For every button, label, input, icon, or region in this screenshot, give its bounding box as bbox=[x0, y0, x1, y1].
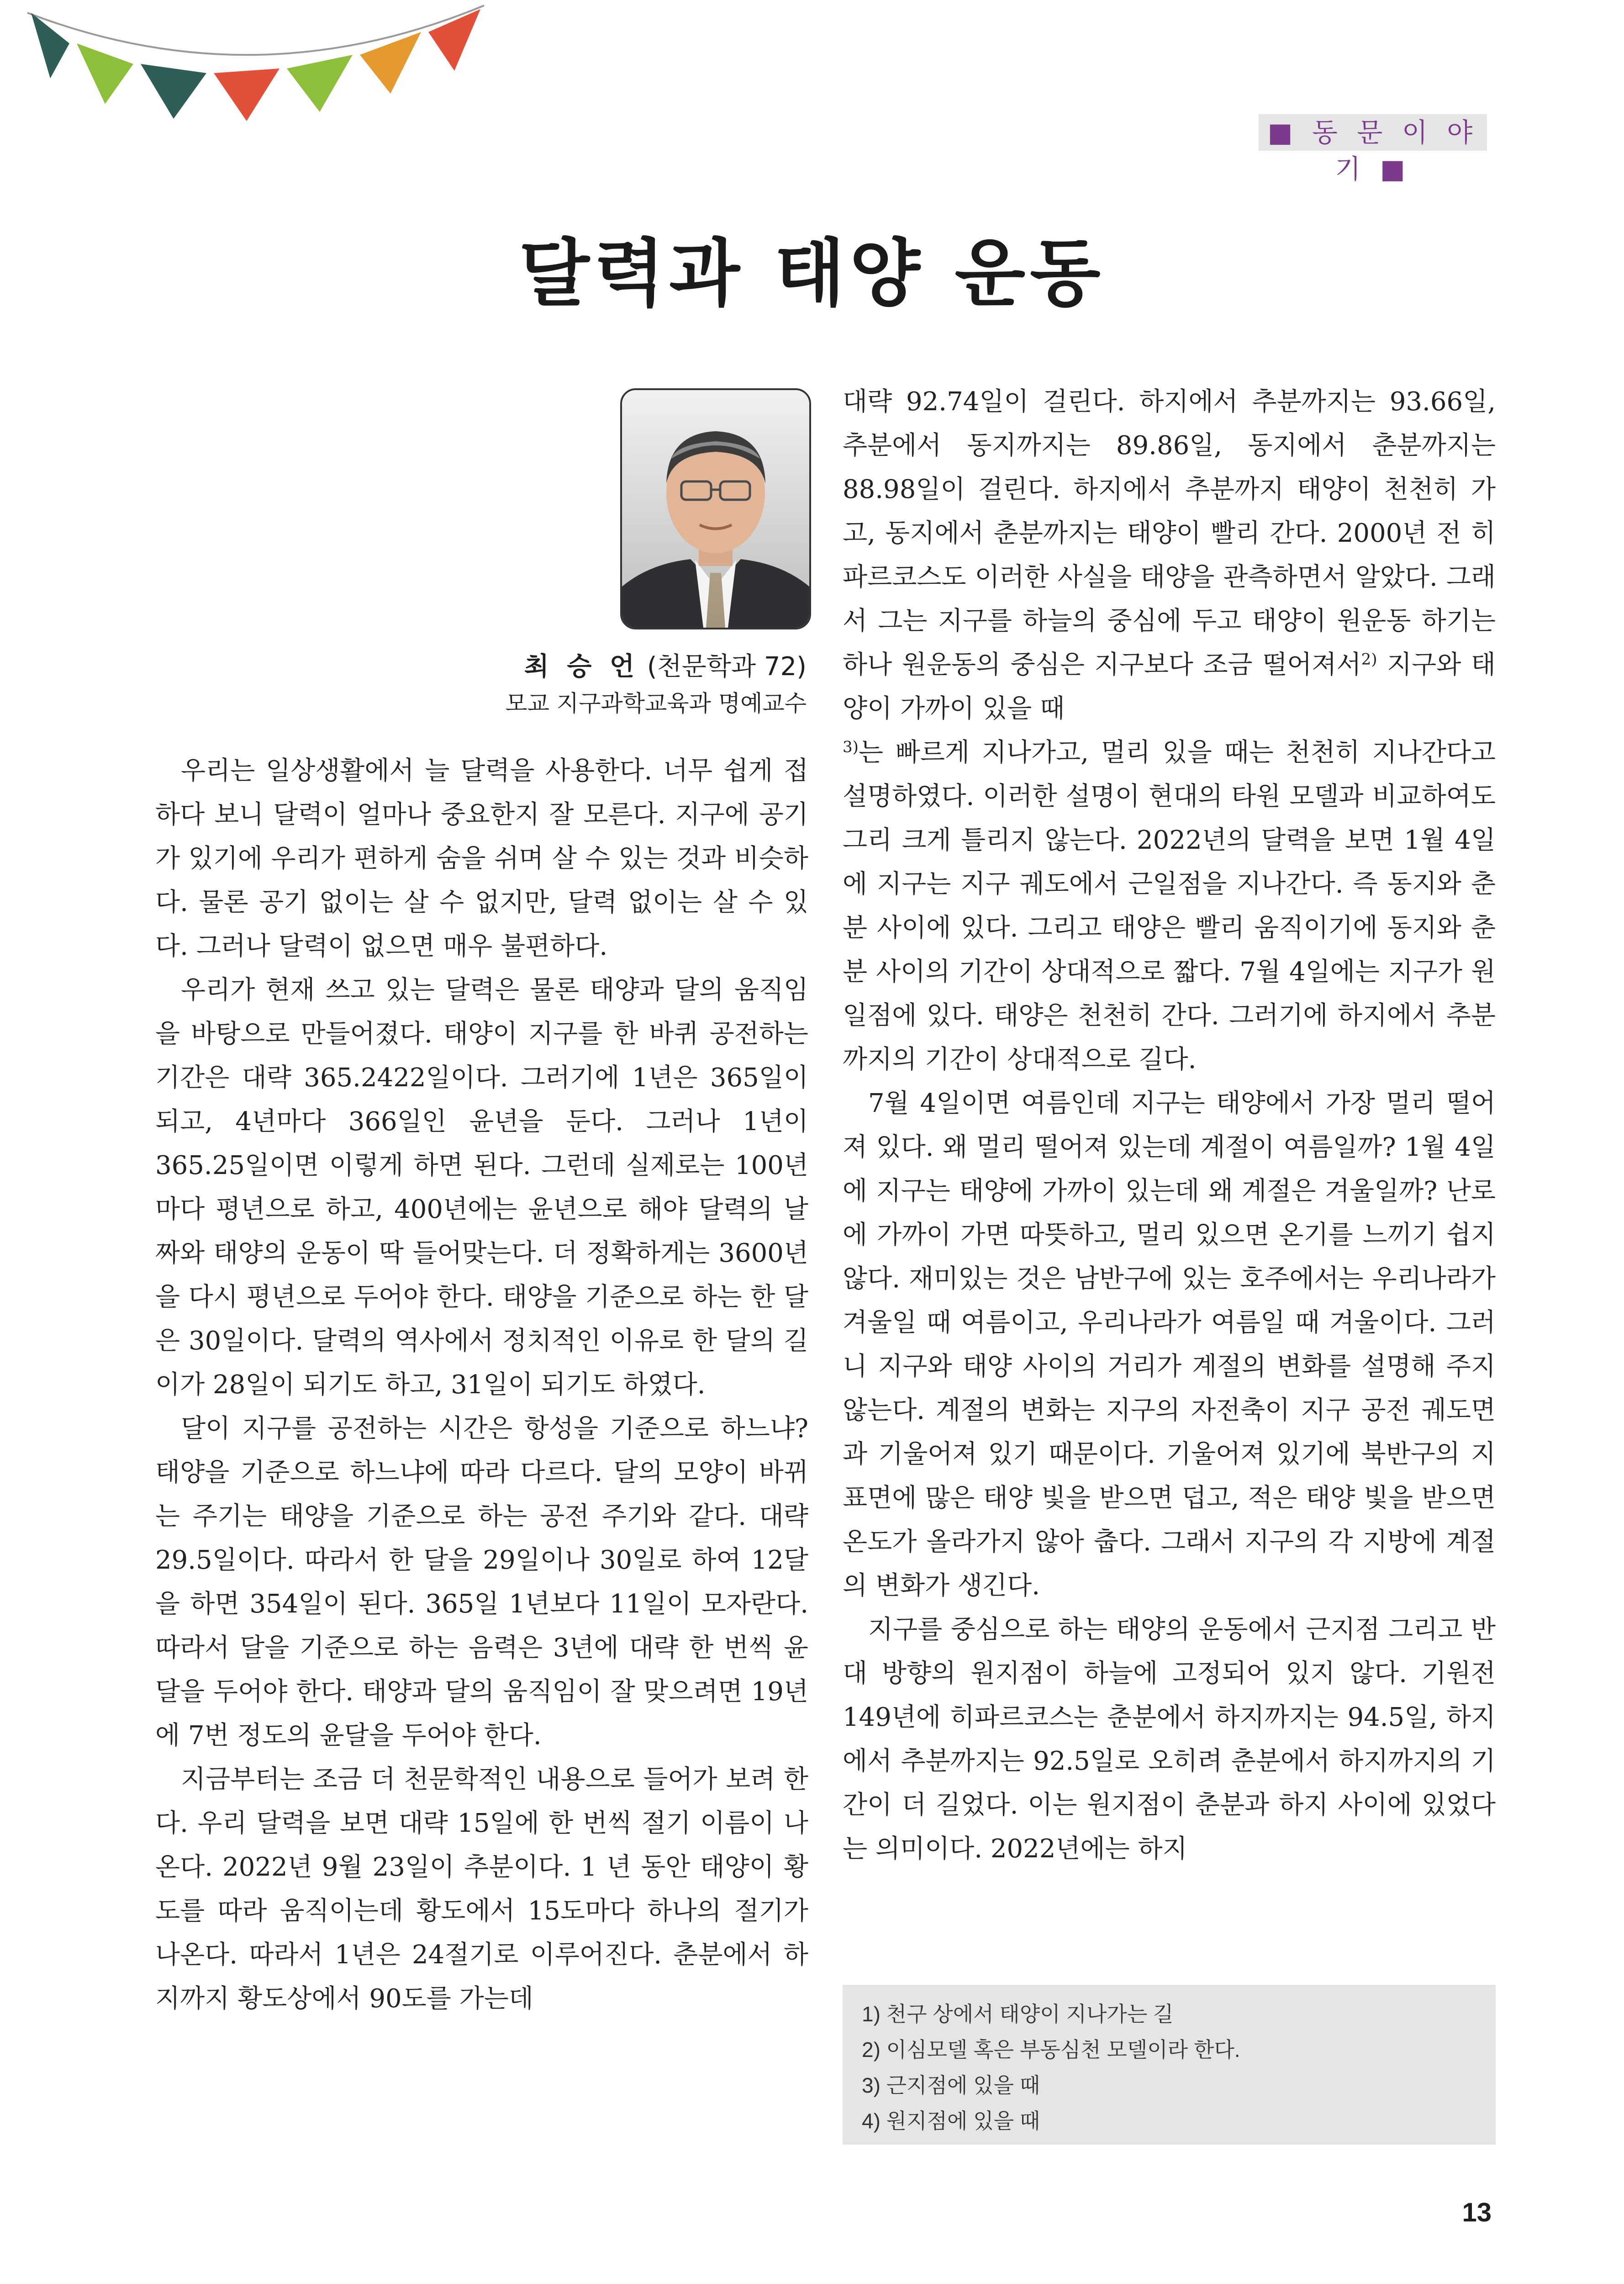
paragraph-5: 7월 4일이면 여름인데 지구는 태양에서 가장 멀리 떨어져 있다. 왜 멀리 떨어져 있는데 계절이 여름일까? 1월 4일에 지구는 태양에 가까이 있는데 왜 계절은 겨울일까? 난로에 가까이 가면 따뜻하고, 멀리 있으면 온기를 느끼기 쉽지 않다. 재미있는 것은 남반구에 있는 호주에서는 우리나라가 겨울일 때 여름이고, 우리나라가 여름일 때 겨울이다. 그러니 지구와 태양 사이의 거리가 계절의 변화를 설명해 주지 않는다. 계절의 변화는 지구의 자전축이 지구 공전 궤도면과 기울어져 있기 때문이다. 기울어져 있기에 북반구의 지표면에 많은 태양 빛을 받으면 덥고, 적은 태양 빛을 받으면 온도가 올라가지 않아 춥다. 그래서 지구의 각 지방에 계절의 변화가 생긴다. bbox=[843, 1089, 1496, 1601]
author-byline bbox=[524, 646, 807, 683]
paragraph-4: 지금부터는 조금 더 천문학적인 내용으로 들어가 보려 한다. 우리 달력을 보면 대략 15일에 한 번씩 절기 이름이 나온다. 2022년 9월 23일이 추분이다. 1 년 동안 태양이 황도를 따라 움직이는데 황도에서 15도마다 하나의 절기가 나온다. 따라서 1년은 24절기로 이루어진다. 춘분에서 하지까지 황도상에서 90도를 가는데 bbox=[155, 1765, 808, 2014]
author-affiliation: (천문학과 72) bbox=[647, 652, 807, 682]
footnote-2: 2) 이심모델 혹은 부동심천 모델이라 한다. bbox=[862, 2038, 1240, 2062]
bunting-flag bbox=[31, 13, 69, 79]
paragraph-4-continued bbox=[843, 380, 1496, 1082]
author-photo bbox=[620, 388, 811, 629]
footnote-ref-3: 3) bbox=[843, 738, 859, 756]
footnotes-box bbox=[843, 1985, 1496, 2145]
text-run: 는 빠르게 지나가고, 멀리 있을 때는 천천히 지나간다고 설명하였다. 이러한 설명이 현대의 타원 모델과 비교하여도 그리 크게 틀리지 않는다. 2022년의 달력을 보면 1월 4일에 지구는 지구 궤도에서 근일점을 지나간다. 즉 동지와 춘분 사이에 있다. 그리고 태양은 빨리 움직이기에 동지와 춘분 사이의 기간이 상대적으로 짧다. 7월 4일에는 지구가 원일점에 있다. 태양은 천천히 간다. 그러기에 하지에서 추분까지의 기간이 상대적으로 길다. bbox=[843, 738, 1496, 1074]
bunting-flag bbox=[214, 69, 279, 121]
text-run: 대략 92.74일이 걸린다. 하지에서 추분까지는 93.66일, 추분에서 동지까지는 89.86일, 동지에서 춘분까지는 88.98일이 걸린다. 하지에서 추분까지 태양이 천천히 가고, 동지에서 춘분까지는 태양이 빨리 간다. 2000년 전 히파르코스도 이러한 사실을 태양을 관측하면서 알았다. 그래서 그는 지구를 하늘의 중심에 두고 태양이 원운동 하기는 하나 원운동의 중심은 지구보다 조금 떨어져서 bbox=[843, 387, 1496, 680]
article-right-column bbox=[843, 380, 1496, 1871]
bunting-flag bbox=[428, 9, 480, 71]
bunting-decoration bbox=[0, 0, 502, 137]
bunting-flag bbox=[77, 43, 133, 104]
paragraph-1: 우리는 일상생활에서 늘 달력을 사용한다. 너무 쉽게 접하다 보니 달력이 얼마나 중요한지 잘 모른다. 지구에 공기가 있기에 우리가 편하게 숨을 쉬며 살 수 있는 것과 비슷하다. 물론 공기 없이는 살 수 없지만, 달력 없이는 살 수 있다. 그러나 달력이 없으면 매우 불편하다. bbox=[155, 756, 808, 961]
footnote-ref-2: 2) bbox=[1361, 650, 1377, 669]
footnote-3: 3) 근지점에 있을 때 bbox=[862, 2073, 1040, 2097]
author-portrait-image bbox=[622, 390, 809, 628]
page-number: 13 bbox=[1462, 2198, 1492, 2227]
bunting-flag bbox=[287, 55, 353, 112]
footnote-1: 1) 천구 상에서 태양이 지나가는 길 bbox=[862, 2002, 1174, 2026]
author-position: 모교 지구과학교육과 명예교수 bbox=[505, 690, 807, 717]
footnote-4: 4) 원지점에 있을 때 bbox=[862, 2109, 1040, 2133]
text-run: 지구와 태양이 가까이 있을 때 bbox=[843, 650, 1496, 724]
article-title: 달력과 태양 운동 bbox=[519, 230, 1105, 316]
author-name: 최 승 언 bbox=[524, 652, 639, 682]
paragraph-3: 달이 지구를 공전하는 시간은 항성을 기준으로 하느냐? 태양을 기준으로 하느냐에 따라 다르다. 달의 모양이 바뀌는 주기는 태양을 기준으로 하는 공전 주기와 같다. 대략 29.5일이다. 따라서 한 달을 29일이나 30일로 하여 12달을 하면 354일이 된다. 365일 1년보다 11일이 모자란다. 따라서 달을 기준으로 하는 음력은 3년에 대략 한 번씩 윤달을 두어야 한다. 태양과 달의 움직임이 잘 맞으려면 19년에 7번 정도의 윤달을 두어야 한다. bbox=[155, 1414, 808, 1750]
section-label: ■ 동 문 이 야 기 ■ bbox=[1259, 114, 1487, 151]
paragraph-2: 우리가 현재 쓰고 있는 달력은 물론 태양과 달의 움직임을 바탕으로 만들어졌다. 태양이 지구를 한 바퀴 공전하는 기간은 대략 365.2422일이다. 그러기에 1년은 365일이 되고, 4년마다 366일인 윤년을 둔다. 그러나 1년이 365.25일이면 이렇게 하면 된다. 그런데 실제로는 100년마다 평년으로 하고, 400년에는 윤년으로 해야 달력의 날짜와 태양의 운동이 딱 들어맞는다. 더 정확하게는 3600년을 다시 평년으로 두어야 한다. 태양을 기준으로 하는 한 달은 30일이다. 달력의 역사에서 정치적인 이유로 한 달의 길이가 28일이 되기도 하고, 31일이 되기도 하였다. bbox=[155, 975, 808, 1400]
paragraph-6: 지구를 중심으로 하는 태양의 운동에서 근지점 그리고 반대 방향의 원지점이 하늘에 고정되어 있지 않다. 기원전 149년에 히파르코스는 춘분에서 하지까지는 94.5일, 하지에서 추분까지는 92.5일로 오히려 춘분에서 하지까지의 기간이 더 길었다. 이는 원지점이 춘분과 하지 사이에 있었다는 의미이다. 2022년에는 하지 bbox=[843, 1615, 1496, 1864]
bunting-flag bbox=[141, 64, 206, 119]
article-left-column bbox=[155, 749, 808, 2021]
